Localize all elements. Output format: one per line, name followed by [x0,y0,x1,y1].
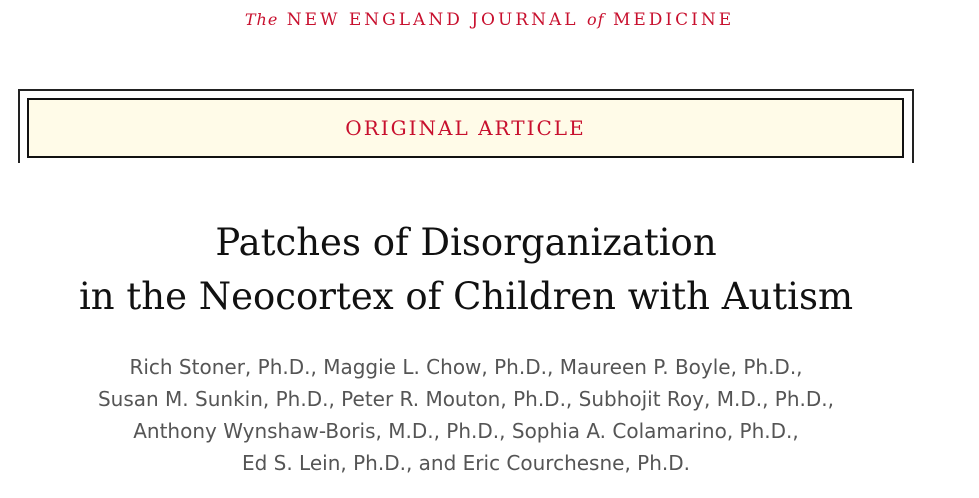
journal-masthead [0,10,979,30]
title-line: in the Neocortex of Children with Autism [78,275,854,318]
masthead-of: of [586,10,605,29]
article-type-banner [27,98,904,158]
masthead-the: The [244,10,279,29]
article-title [0,216,932,324]
author-list [0,351,932,479]
author-line: Ed S. Lein, Ph.D., and Eric Courchesne, Ph.D. [241,451,691,475]
author-line: Anthony Wynshaw-Boris, M.D., Ph.D., Sophia A. Colamarino, Ph.D., [133,419,799,443]
article-type-label: ORIGINAL ARTICLE [345,116,586,140]
title-line: Patches of Disorganization [215,221,717,264]
author-line: Rich Stoner, Ph.D., Maggie L. Chow, Ph.D., Maureen P. Boyle, Ph.D., [129,355,803,379]
masthead-journal-name: NEW ENGLAND JOURNAL [286,10,579,30]
author-line: Susan M. Sunkin, Ph.D., Peter R. Mouton, Ph.D., Subhojit Roy, M.D., Ph.D., [97,387,835,411]
masthead-medicine: MEDICINE [612,10,735,30]
